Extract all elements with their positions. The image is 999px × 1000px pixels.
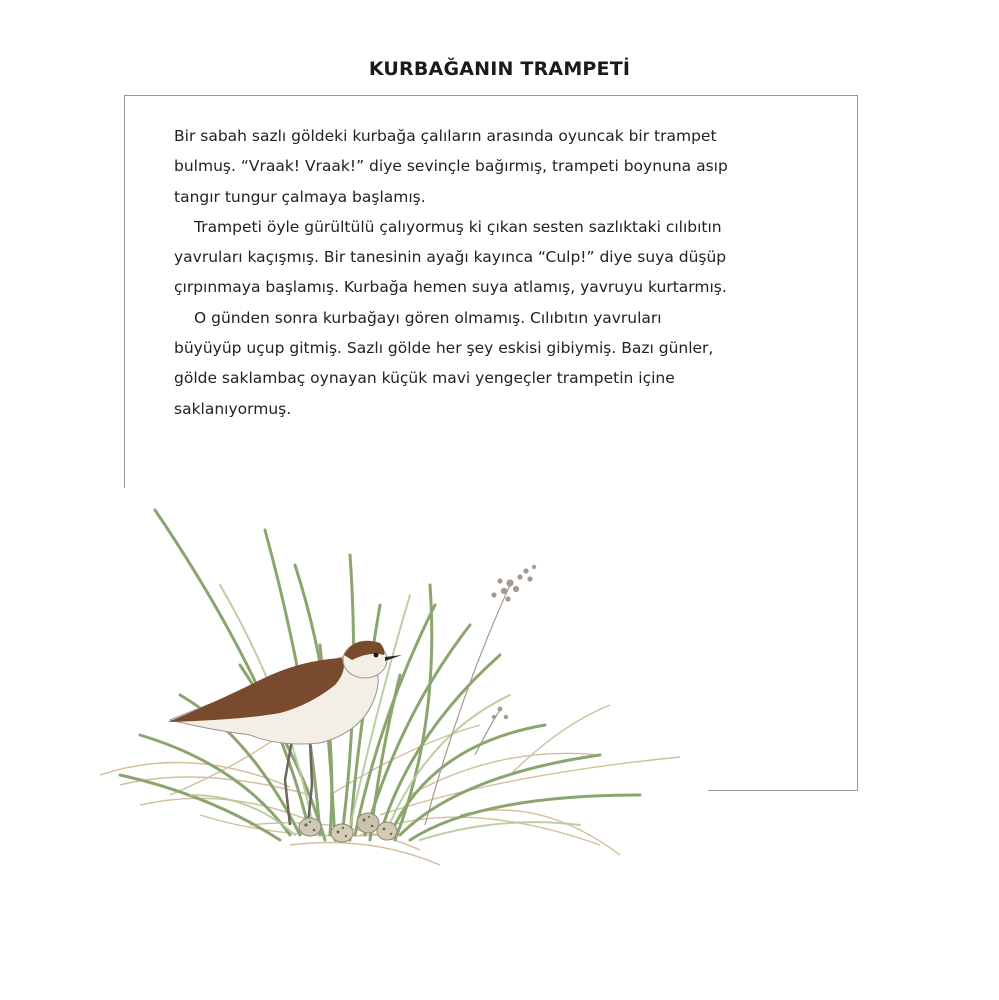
story-line: Trampeti öyle gürültülü çalıyormuş ki çıkan sesten sazlıktaki cılıbıtın	[194, 217, 722, 236]
story-title: KURBAĞANIN TRAMPETİ	[368, 58, 631, 80]
story-line: çırpınmaya başlamış. Kurbağa hemen suya atlamış, yavruyu kurtarmış.	[174, 278, 727, 297]
story-line: saklanıyormuş.	[174, 399, 292, 418]
bird	[168, 641, 402, 825]
eggs	[299, 813, 397, 842]
bird-eye	[374, 653, 379, 658]
bird-leg	[308, 740, 312, 823]
story-line: O günden sonra kurbağayı gören olmamış. Cılıbıtın yavruları	[194, 308, 662, 327]
story-line: bulmuş. “Vraak! Vraak!” diye sevinçle bağırmış, trampeti boynuna asıp	[174, 157, 728, 176]
story-line: Bir sabah sazlı göldeki kurbağa çalıların arasında oyuncak bir trampet	[174, 127, 717, 145]
egg	[377, 822, 397, 840]
story-line: büyüyüp uçup gitmiş. Sazlı gölde her şey eskisi gibiymiş. Bazı günler,	[174, 339, 714, 358]
egg	[331, 824, 353, 842]
bird-illustration	[80, 495, 720, 885]
dry-grass	[100, 705, 680, 865]
story-line: gölde saklambaç oynayan küçük mavi yengeçler trampetin içine	[174, 369, 675, 388]
story-line: yavruları kaçışmış. Bir tanesinin ayağı kayınca “Culp!” diye suya düşüp	[174, 248, 727, 267]
green-grass	[120, 510, 640, 840]
egg	[357, 813, 379, 833]
story-line: tangır tungur çalmaya başlamış.	[174, 187, 426, 206]
story-body	[174, 121, 814, 424]
egg	[299, 818, 321, 836]
